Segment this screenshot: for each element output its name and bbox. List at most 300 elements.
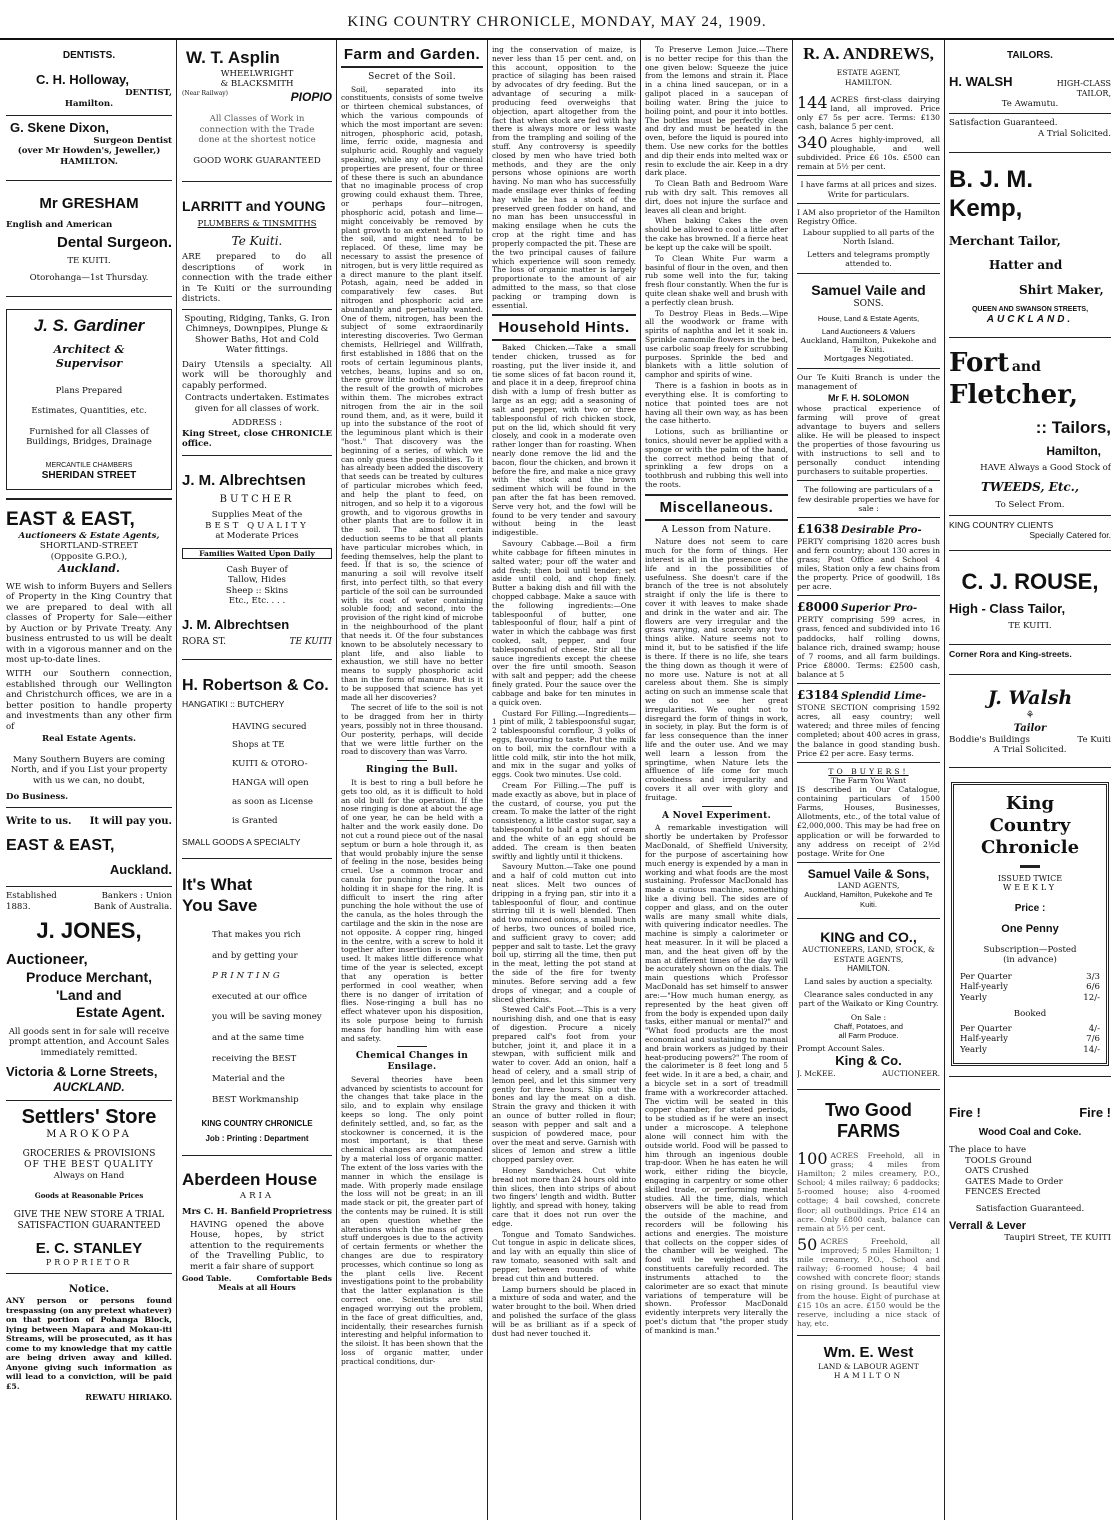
advert-line (949, 74, 1111, 99)
advert-line: Shops at TE (232, 740, 285, 751)
advert-line: 50 (797, 1234, 818, 1254)
article-paragraph: Honey Sandwiches. Cut white bread not more than 24 hours old into thin slices, then into strips of about two fingers' length and width. Butter lightly, and spread with honey, taking care that it does not run over the edge. (492, 1165, 636, 1228)
advert-name: Aberdeen House (182, 1170, 318, 1190)
advert-line: Mortgages Negotiated. (823, 354, 914, 364)
advert-line: Acres highly-improved, all ploughable, and well subdivided. Price £6 10s. £500 can remain at 5½ per cent. (797, 135, 940, 172)
advert-line: MAROKOPA (46, 1129, 132, 1141)
advert-line: TOOLS Ground (965, 1155, 1032, 1166)
advert-line: is Granted (232, 816, 278, 827)
advert-line: SHORTLAND-STREET (39, 541, 139, 552)
advert-line: Etc., Etc. . . . (228, 596, 286, 607)
advert-line: J. McKEE. (797, 1068, 836, 1078)
advert-line: Dental Surgeon. (56, 234, 172, 252)
advert-line: PLUMBERS & TINSMITHS (197, 219, 317, 230)
advert-line: Satisfaction Guaranteed. (975, 1203, 1085, 1214)
advert-line: Meals at all Hours (218, 1283, 296, 1293)
advert-line: Families Waited Upon Daily (182, 548, 332, 559)
advert-name: H. WALSH (949, 74, 1013, 90)
column-5 (645, 40, 788, 1520)
gresham-advert (6, 181, 172, 297)
vaile-advert (797, 274, 940, 918)
advert-line: receiving the BEST (212, 1053, 297, 1064)
advert-line: :: Tailors, (1035, 417, 1111, 437)
advert-line: £3184 (797, 688, 839, 703)
advert-name: King (1005, 792, 1055, 814)
advert-line: GIVE THE NEW STORE A TRIAL (13, 1210, 165, 1221)
advert-line: Material and the (212, 1074, 285, 1085)
advert-body (797, 135, 940, 171)
advert-line: £8000 (797, 600, 839, 615)
rate-value: 6/6 (1086, 982, 1100, 993)
advert-body: WE wish to inform Buyers and Sellers of Property in the King Country that we are prepared to deal with all classes of Property for Sale—either by Auction or by Private Treaty. Any business entrusted to us will be dealt with in a vigorous manner and on the most up-to-date lines. (6, 581, 172, 665)
advert-body: PERTY comprising 599 acres, in grass, fenced and subdivided into 16 paddocks, half rolling downs, balance rich, drained swamp; house of 7 rooms, and all farm buildings. Price £8000. Terms: £2500 cash, balance at 5 (797, 615, 940, 680)
rates-table (960, 972, 1100, 1003)
article-subtitle: Chemical Changes in Ensilage. (355, 1051, 469, 1073)
masthead: KING COUNTRY CHRONICLE, MONDAY, MAY 24, 1909. (0, 0, 1114, 40)
advert-line: ARIA (239, 1190, 275, 1201)
advert-line (182, 1274, 332, 1283)
advert-line: That makes you rich (212, 929, 301, 940)
rate-label: Half-yearly (960, 1034, 1008, 1045)
advert-line: Victoria & Lorne Streets, (6, 1064, 158, 1080)
article-subtitle: A Lesson from Nature. (661, 524, 772, 535)
advert-line: at Moderate Prices (215, 531, 299, 542)
advert-line: A Trial Solicited. (1037, 128, 1111, 139)
advert-line: OF THE BEST QUALITY (24, 1160, 154, 1171)
advert-line: HAMILTON. (844, 77, 893, 87)
article-paragraph: To Clean Bath and Bedroom Ware rub with dry salt. This removes all dirt, does not injure the surface and leaves all clean and bright. (645, 179, 788, 215)
advert-line: 'Land and (56, 986, 122, 1003)
advert-line: & BLACKSMITH (220, 79, 294, 90)
advert-line: and at the same time (212, 1033, 304, 1044)
advert-line: Established 1883. (6, 891, 57, 912)
larritt-advert (182, 182, 332, 455)
advert-line (6, 816, 172, 828)
advert-name: J. M. Albrechtsen (182, 616, 290, 632)
advert-body: Labour supplied to all parts of the North Island. (802, 227, 935, 247)
advert-line: Splendid Lime- (841, 691, 927, 703)
advert-line: SMALL GOODS A SPECIALTY (182, 836, 301, 847)
advert-line: BEST Workmanship (212, 1094, 299, 1105)
rate-value: 14/- (1083, 1044, 1100, 1055)
rates-table (960, 1024, 1100, 1055)
west-advert (797, 1336, 940, 1380)
advert-line: Tallow, Hides (228, 575, 286, 586)
advert-line: ACRES Freehold, all in grass; 4 miles from Hamilton; 2 miles creamery, P.O., School; 4 miles railway; 6 paddocks; 5-roomed house; also 4-roomed cottage; 4 bail cowshed, concrete floor; all outbuildings. Price £14 an acre. Only £800 cash, balance can remain at 5½ per cent. (797, 1150, 940, 1233)
article-paragraph: Lotions, such as brilliantine or tonics, should never be applied with a sponge or with the palm of the hand, the correct method being that of sprinkling a few drops on a toothbrush and rubbing this well into the roots. (645, 427, 788, 489)
advert-line: Corner Rora and King-streets. (949, 648, 1072, 659)
advert-line: HAMILTON (833, 1371, 904, 1381)
column-rule (640, 40, 641, 1520)
article-paragraph: Several theories have been advanced by scientists to account for the changes that take place in the silo, and to explain why ensilage keeps so long. The only point definitely settled, and, so far, as the stockowner is concerned, it is the most important, is that these chemical changes are accompanied by a material loss of organic matter. The extent of the loss varies with the manner in which the ensilage is made. With properly made ensilage the loss will not be great; in an ill made stack or pit, the greater part of the contents may be ruined. It is still an open question whether the alterations which the mass of green stuff undergoes is due to the activity of certain ferments or whether the changes are due to respiratory processes, which continue so long as the plant cells live. Recent investigations point to the probability that the latter explanation is the correct one. Scientists are still engaged worrying out the problem, in the face of great difficulties, and, incidentally, their researches furnish interesting and helpful information to the siloist. It has been shown that the loss of organic matter, under practical conditions, dur- (341, 1074, 483, 1366)
advert-line: ACRES first-class dairying land, all improved. Price only £7 5s per acre. Terms: £130 cash, balance 5 per cent. (797, 94, 940, 131)
advert-line: Auckland. (58, 562, 120, 576)
advert-line: SONS. (853, 299, 884, 310)
article-paragraph: Stewed Calf's Foot.—This is a very nourishing dish, and one that is easy of digestion. Procure a nicely prepared calf's foot from your butcher, joint it, and place it in a stewpan, with sufficient milk and water to cover. Add an onion, half a head of celery, and a small strip of lemon peel, and let this simmer very gently for three hours. Slip out the bones and lay the meat on a dish. Strain the gravy and thicken it with an ounce of butter rolled in flour; season with pepper and salt and a suspicion of powdered mace, pour over the meat and serve. Garnish with slices of lemon and strew a little chopped parsley over. (492, 1005, 636, 1165)
dentists-section (6, 40, 172, 181)
advert-line: Produce Merchant, (26, 969, 153, 986)
advert-line: TO BUYERS! (828, 766, 909, 776)
advert-name: FARMS (837, 1121, 900, 1142)
advert-line: Te Kuiti (1077, 734, 1111, 745)
advert-line: Auckland. (109, 861, 172, 877)
article-paragraph: To Clean White Fur warm a basinful of flour in the oven, and then rub some well into the fur, taking fresh flour constantly. When the fur is quite clean shake well and brush with a perfectly clean brush. (645, 253, 788, 307)
article-title: Household Hints. (492, 314, 636, 341)
advert-line: Write to us. (6, 815, 72, 827)
advert-line: To Select From. (995, 500, 1065, 511)
advert-line: 144 (797, 92, 828, 112)
ornament-icon: ⚘ (1025, 710, 1035, 722)
advert-line: (Opposite G.P.O.), (50, 551, 128, 562)
advert-line: Architect & (53, 343, 125, 357)
rate-value: 3/3 (1086, 971, 1100, 982)
article-paragraph: It is best to ring a bull before he gets too old, as it is difficult to hold an old bull for the operation. If the nose ringing is done at about the age of one year, he can be held with a halter and the work easily done. Do not cut a round piece out of the nasal septum or burn a hole through it, as that would probably injure the sense of feeling in the nose, besides being cruel. Use a common trocar and canula for punching the hole, and holding it in shape for the ring. It is difficult to insert the ring after punching the hole without the use of the canula, as the holes through the cartilage and the skin in the nose are not opposite. A copper ring, hinged in the centre, with a screw to hold it together after insertion is commonly used. It makes little difference what time of the year is selected, except that any operation is better performed in cool weather, when there is no danger of irritation of flies. Nose-ringing a bull has no effect whatever upon his disposition, its sole purpose being to furnish means for handling him with ease and safety. (341, 778, 483, 1043)
advert-name: R. A. ANDREWS, (803, 44, 934, 63)
advert-name: J. Walsh (987, 687, 1073, 710)
article-paragraph: Tongue and Tomato Sandwiches. Cut tongue in aspic in delicate slices, and lay with an equally thin slice of raw tomato, seasoned with salt and pepper, between rounds of white bread cut thin and buttered. (492, 1229, 636, 1283)
article-title: Farm and Garden. (341, 46, 483, 68)
advert-name: Samuel Vaile & Sons, (807, 866, 930, 881)
article-paragraph: A remarkable investigation will shortly be undertaken by Professor MacDonald, of Sheffield University, for the purpose of ascertaining how much energy is expended by a man in working and what foods are the most sustaining. Professor MacDonald has made a curious machine, something like a diving bell. The sides are of copper and glass, and on the outer walls are many small white dials, with quivering indicator needles. The machine is simply a calorimeter or heat measurer. In it will be placed a man, and the heat given off by the man at different times of the day will be accurately shown on the dials. The main questions which Professor MacDonald has set himself to answer are:—"How much human energy, as represented by the heat given off from the body is expended upon daily tasks, either manual or mental?" and "What food products are the most economical and sustaining to manual and brain workers as judged by their heat-producing powers?" The room of the calorimeter is 8 feet long and 5 feet wide. In it are a bed, a chair, and a bicycle set in a sort of treadmill frame with a workrecorder attached. The victim will be seated in this copper chamber, for stated periods, to be studied as if he were an insect under a microscope. A telephone alone will connect him with the outside world. Food will be passed to him through an ingenious double trap-door. When he has eaten he will work, either riding the bicycle, engaging in carpentry or some other skilled trade, or performing mental studies. All the time, dials, which observers will be able to read from the outside of the machine, and recorders will be following his actions and energies. The moisture that collects on the copper sides of the chamber will be weighed. The food will be weighed and its constituents carefully recorded. The instruments attached to the calorimeter are so exact that minute variations of temperature will be shown. Professor MacDonald evidently interprets very literally the poet's dictum that "the proper study of mankind is man." (645, 823, 788, 1335)
column-rule (792, 40, 793, 1520)
advert-line: Comfortable Beds (256, 1274, 332, 1284)
advert-line: TE KUITI (289, 636, 332, 647)
advert-body: Dairy Utensils a specialty. All work will be thoroughly and capably performed. (182, 359, 332, 391)
advert-line: Merchant Tailor, (949, 233, 1061, 248)
advert-line: Desirable Pro- (841, 524, 922, 536)
advert-body: I AM also proprietor of the Hamilton Registry Office. (797, 207, 940, 226)
advert-name: J. JONES, (36, 918, 142, 944)
article-paragraph: Lamp burners should be placed in a mixture of soda and water, and the water brought to the boil. When dried and polished the surface of the glass will be as brilliant as if a speck of dust had never touched it. (492, 1284, 636, 1338)
advert-line: Clearance sales conducted in any part of the Waikato or King Country. (798, 990, 939, 1009)
advert-line: Estimates, Quantities, etc. (31, 406, 147, 417)
advert-body: ANY person or persons found trespassing (on any pretext whatever) on that portion of Pohanga Block, lying between Mapara and Mokau-iti Streams, will be prosecuted, as it has come to my knowledge that my cattle are being driven away and killed. Anyone giving such information as will lead to a conviction, will be paid £5. (6, 1296, 172, 1391)
rate-value: 4/- (1088, 1023, 1100, 1034)
column-6 (797, 40, 940, 1520)
advert-line: GOOD WORK GUARANTEED (193, 155, 321, 166)
advert-name: King & Co. (835, 1052, 902, 1068)
advert-body: Our Te Kuiti Branch is under the management of (797, 372, 940, 391)
advert-line: WHEELWRIGHT (220, 68, 294, 79)
advert-line: Auckland, Hamilton, Pukekohe and Te Kuiti. (804, 890, 933, 909)
advert-name: H. Robertson & Co. (182, 676, 329, 694)
advert-line (797, 1069, 940, 1078)
tailors-section (949, 40, 1111, 153)
column-rule (176, 40, 177, 1520)
advert-line: Hamilton. (64, 98, 114, 109)
advert-line: ESTATE AGENT, (836, 68, 901, 78)
advert-line: you will be saving money (212, 1012, 322, 1023)
advert-line: HANGATIKI :: BUTCHERY (182, 699, 285, 710)
advert-line: Land Auctioneers & Valuers (821, 327, 916, 337)
advert-line: HAMILTON. (847, 963, 890, 973)
advert-line: Satisfaction Guaranteed. (949, 118, 1058, 129)
advert-line: Supervisor (55, 356, 123, 370)
advert-line: AUCKLAND. (986, 314, 1074, 326)
advert-name: Wm. E. West (823, 1343, 914, 1361)
advert-line: all Farm Produce. (838, 1030, 899, 1040)
advert-line: Te Kuiti. (231, 233, 283, 248)
column-4 (492, 40, 636, 1520)
advert-line: SHERIDAN STREET (41, 470, 137, 482)
rate-value: 12/- (1083, 992, 1100, 1003)
robertson-advert (182, 660, 332, 860)
rate-label: Yearly (960, 992, 987, 1003)
article-paragraph: Baked Chicken.—Take a small tender chicken, trussed as for roasting, put the liver inside it, and tie some slices of fat bacon round it, and place it in a deep, fireproof china dish with a lump of fresh butter as large as an egg; add a seasoning of salt and pepper, with two or three tablespoonsful of rich chicken stock, put on the lid, which should fit very closely, and cook in a moderate oven rather longer than for roasting. When nearly done remove the lid and the bacon, flour the chicken, and brown it before the fire, and make a nice gravy with the stock and the brown sediment which will be found in the pan after the fat has been removed. Serve very hot, and the fowl will be found to be very tender and savoury without being in the least indigestible. (492, 343, 636, 538)
article-paragraph: ing the conservation of maize, is never less than 15 per cent. and, on this account, opposition to the practice of silaging has been raised by advocates of dry feeding. But the advantage of securing a milk-producing feed overweighs that objection, apart altogether from the fact that when stock are fed with hay there is always more or less waste from the trampling and soiling of the stuff. Any controversy is speedily closed by men who have tried both methods, and they are the only persons whose opinions are worth having. No man who has successfully made ensilage ever thinks of feeding hay while he has a stock of the preserved green fodder on hand, and no man has been unsuccessful in making ensilage when he cuts the crop at the right time and has properly compacted the pit. These are the two principal causes of failure which experience will soon remedy. The loss of organic matter is largely proportionate to the amount of air admitted to the mass, so that close packing or tramping down is essential. (492, 45, 636, 310)
advert-line: Real Estate Agents. (42, 734, 136, 745)
column-1 (6, 40, 172, 1520)
advert-line: TE KUITI. (1008, 621, 1052, 632)
advert-body: Many Southern Buyers are coming North, and if you List your property with us we can, no doubt, (10, 754, 168, 786)
article-paragraph: The secret of life to the soil is not to be dragged from her in thirty years, possibly not in three thousand. Our posterity, perhaps, will decide that we were little further on the road to discovery than was Varro. (341, 703, 483, 757)
advert-line: Supplies Meat of the (211, 510, 303, 521)
kemp-advert (949, 153, 1111, 338)
advert-line: Goods at Reasonable Prices (34, 1190, 144, 1200)
advert-name: Fletcher, (949, 379, 1079, 410)
article-paragraph: To Destroy Fleas in Beds.—Wipe all the woodwork or frame with spirits of naphtha and let it soak in. Sprinkle camomile flowers in the bed, use carbolic soap freely for scrubbing purposes. Sprinkle the bed and blankets with a little solution of camphor and spirits of wine. (645, 308, 788, 380)
advert-line: Bankers : Union Bank of Australia. (93, 891, 172, 912)
property-listing (797, 600, 940, 679)
column-2 (182, 40, 332, 1520)
advert-line: ACRES Freehold, all improved; 5 miles Hamilton; 1 mile creamery, P.O., School and railway; 6-roomed house; 4 bail cowshed with concrete floor; stands on rising ground. Is beautiful view from the house. Eight of purchase at £15 10s an acre. £150 would be the reserve, including a nice stack of hay, etc. (797, 1236, 940, 1328)
advert-line: £1638 (797, 521, 839, 536)
advert-line: PROPRIETOR (45, 1258, 133, 1268)
advert-line: LAND AGENTS, (837, 881, 900, 891)
advert-line: One Penny (1001, 923, 1059, 936)
advert-body: Spouting, Ridging, Tanks, G. Iron Chimneys, Downpipes, Plunge & Shower Baths, Hot and Cold Water fittings. (184, 313, 330, 356)
advert-line: Auctioneers & Estate Agents, (18, 530, 160, 541)
advert-line: Wood Coal and Coke. (978, 1126, 1082, 1138)
advert-line (182, 1207, 332, 1217)
advert-line: MERCANTILE CHAMBERS (45, 461, 133, 469)
article-paragraph: Savoury Cabbage.—Boil a firm white cabbage for fifteen minutes in salted water; pour off the water and add fresh; then boil until tender; set aside until cold, and chop finely. Butter a baking dish and fill with the chopped cabbage. Make a sauce with the following ingredients:—One tablespoonful of butter, one tablespoonful of flour, half a pint of water in which the cabbage was first cooked, salt, pepper, and four tablespoonsful of cheese. Stir all the sauce ingredients except the cheese over the fire until smooth. Season with salt and pepper; add the cheese finely grated. Pour the sauce over the cabbage and bake for ten minutes in a quick oven. (492, 539, 636, 707)
advert-line: Land sales by auction a specialty. (804, 977, 933, 987)
advert-name: Two Good (825, 1099, 912, 1120)
advert-line (949, 735, 1111, 745)
advert-line: DENTIST, (125, 88, 172, 99)
advert-line: ADDRESS : (232, 418, 282, 429)
advert-line: HAVE Always a Good Stock of (980, 463, 1111, 474)
advert-line: WEEKLY (1003, 883, 1057, 893)
advert-line: HAVING secured (232, 721, 307, 732)
advert-body: PERTY comprising 1820 acres bush and fern country; about 130 acres in grass; Post Office and School 4 miles, Station only a few chains from the property. Price of goodwill, 18s per acre. (797, 536, 940, 592)
advert-body: Contracts undertaken. Estimates given for all classes of work. (184, 393, 330, 414)
advert-line: executed at our office (212, 991, 307, 1002)
advert-name: You Save (182, 896, 258, 916)
fort-advert (949, 338, 1111, 550)
advert-line (949, 1105, 1111, 1121)
column-7 (949, 40, 1111, 1520)
advert-line: Auctioneer, (6, 951, 88, 969)
advert-line: Boddie's Buildings (949, 734, 1030, 745)
advert-name: LARRITT and YOUNG (182, 198, 326, 215)
advert-name: KING and CO., (820, 928, 917, 945)
advert-line: Hamilton, (1046, 444, 1101, 459)
advert-line: 340 (797, 133, 828, 153)
advert-name: W. T. Asplin (186, 48, 280, 67)
advert-line: OATS Crushed (965, 1166, 1029, 1177)
advert-line: Good Table. (182, 1274, 232, 1284)
article-paragraph: When baking Cakes the oven should be allowed to cool a little after the cake has browned. If a fierce heat be kept up the cake will be spoilt. (645, 216, 788, 252)
rate-label: Per Quarter (960, 971, 1012, 982)
advert-line: Te Awamutu. (1001, 98, 1059, 109)
advert-line: On Sale : (850, 1012, 887, 1022)
advert-line: GROCERIES & PROVISIONS (22, 1149, 156, 1160)
advert-line (6, 891, 172, 912)
advert-line: Price : (1014, 903, 1046, 915)
advert-line: High - Class Tailor, (949, 601, 1066, 617)
settlers-advert (6, 1101, 172, 1275)
advert-line: AUCTIONEERS, LAND, STOCK, & ESTATE AGENTS, (802, 945, 935, 964)
advert-line: (in advance) (1003, 955, 1057, 966)
advert-line: Proprietress (272, 1207, 332, 1218)
advert-line: Prompt Account Sales. (797, 1043, 885, 1053)
section-heading: TAILORS. (1007, 50, 1053, 61)
advert-line: TWEEDS, Etc., (980, 479, 1080, 494)
gardiner-advert (6, 309, 172, 489)
advert-line: AUCTIONEER. (882, 1068, 940, 1078)
advert-line (182, 90, 332, 105)
notice-advert (6, 1274, 172, 1403)
advert-body: IS described in Our Catalogue, containing particulars of 1500 Farms, Houses, Businesses, Allotments, etc., of the total value of £2,000,000. This may be had free on application or will be forwarded to any address on receipt of 2½d postage. Write for One (797, 785, 940, 858)
advert-name: J. M. Albrechtsen (182, 471, 306, 489)
advert-line: Specially Catered for. (1029, 530, 1111, 541)
advert-name: Fort (949, 348, 1010, 379)
advert-line: KING COUNTRY CLIENTS (949, 519, 1054, 530)
rate-value: 7/6 (1086, 1034, 1100, 1045)
advert-line: as soon as License (232, 797, 313, 808)
advert-line: FENCES Erected (965, 1187, 1041, 1198)
advert-line (949, 348, 1111, 380)
advert-line: Always on Hand (53, 1171, 125, 1182)
advert-line: Shirt Maker, (1019, 282, 1104, 297)
advert-line: LAND & LABOUR AGENT (818, 1361, 919, 1371)
rate-label: Per Quarter (960, 1023, 1012, 1034)
column-rule (336, 40, 337, 1520)
advert-body: STONE SECTION comprising 1592 acres, all easy country; well watered; and three miles of fencing completed; about 400 acres in grass, the balance in good standing bush. Price £2 per acre. Easy terms. (797, 703, 940, 758)
advert-line: Cash Buyer of (226, 564, 288, 575)
advert-line: ISSUED TWICE (997, 873, 1063, 883)
advert-line: and by getting your (212, 950, 298, 961)
albrechtsen-advert (182, 456, 332, 660)
advert-line: Mrs C. H. Banfield (182, 1207, 271, 1218)
article-paragraph: To Preserve Lemon Juice.—There is no better recipe for this than the one given below: Squeeze the juice from the lemons and strain it. Place in a china lined saucepan, or in a galipot placed in a saucepan of boiling water. Bring the juice to boiling point, and pour it into bottles. The bottles must be perfectly clean and dry and must be heated in the oven, before the liquid is poured into them. Use new corks for the bottles and dip their ends into melted wax or resin to exclude the air. Keep in a dry dark place. (645, 45, 788, 178)
rate-label: Yearly (960, 1044, 987, 1055)
property-listing (797, 688, 940, 758)
fire-advert (949, 1081, 1111, 1244)
advert-body: Letters and telegrams promptly attended to. (807, 250, 930, 269)
advert-line: The Farm You Want (830, 775, 907, 785)
printing-advert (182, 859, 332, 1156)
advert-line: HIGH-CLASS TAILOR, (1056, 79, 1111, 98)
advert-body (212, 925, 332, 1111)
advert-line: (Near Railway) (182, 89, 229, 97)
advert-line: AUCKLAND. (53, 1080, 125, 1095)
advert-name: B. J. M. Kemp, (949, 166, 1034, 223)
advert-line: KUITI & OTORO- (232, 759, 308, 770)
advert-name: Fire ! (1079, 1105, 1111, 1121)
advert-name: G. Skene Dixon, (10, 120, 109, 136)
aberdeen-advert (182, 1156, 332, 1292)
column-3 (341, 40, 483, 1520)
advert-line: Plans Prepared (55, 385, 123, 396)
advert-line: TE KUITI. (67, 256, 111, 267)
advert-line: HANGA will open (232, 778, 309, 789)
advert-line: Otorohanga—1st Thursday. (29, 272, 149, 283)
king-advert (797, 919, 940, 1090)
advert-line: RORA ST. (182, 636, 226, 647)
advert-body: whose practical experience of farming will prove of great advantage to buyers and sellers alike. He will be pleased to inspect the properties of those favouring us with instructions to sell and to personally conduct intending purchasers to suitable properties. (797, 403, 940, 477)
article-subtitle: Secret of the Soil. (368, 71, 456, 82)
advert-name: Verrall & Lever (949, 1220, 1027, 1233)
advert-line: KING COUNTRY CHRONICLE (201, 1118, 313, 1128)
advert-name: Settlers' Store (21, 1105, 157, 1128)
advert-line: Surgeon Dentist (93, 135, 172, 146)
advert-line: PIOPIO (290, 89, 332, 104)
article-paragraph: Custard For Filling.—Ingredients—1 pint of milk, 2 tablespoonsful sugar, 2 tablespoonsful cornflour, 3 yolks of eggs, flavouring to taste. Put the milk on to boil, mix the cornflour with a little cold milk, stir into the hot milk, and mix in the sugar and yolks of eggs. Cook two minutes. Use cold. (492, 708, 636, 780)
advert-line: Estate Agent. (76, 1003, 165, 1020)
farms-advert (797, 1090, 940, 1336)
article-paragraph: Nature does not seem to care much for the form of things. Her interest is all in the presence of the life and in the possibilities of usefulness. She doesn't care if the branch of the tree is not absolutely straight if only the life is there to cover it with leaves to make shade and drink in the water and air. The flowers are very irregular and the grass varying, and scarcely any two things alike. Nature seems not to mind it, but to be satisfied if the life is there. If there is no life, she tears the thing down as though it were of no more use. Nature is not at all careless about them. She is simply acting on such an immense scale that we do not see her great irregularities. We ought not to disregard the form of things in work, in society, in play. But the form is of far less consequence than the inner life and the outer use. And we may well learn a lesson from the springtime, when Nature lets the affluence of life come for much crookedness and irregularity and covers it all over with glory and fruitage. (645, 537, 788, 802)
advert-line: REWATU HIRIAKO. (85, 1392, 172, 1403)
advert-line: Sheep :: Skins (225, 585, 289, 596)
advert-line: GATES Made to Order (965, 1176, 1063, 1187)
jwalsh-advert (949, 675, 1111, 768)
advert-line: BEST QUALITY (205, 520, 309, 531)
advert-line: A Trial Solicited. (993, 745, 1067, 756)
chronicle-subscription-box (951, 782, 1109, 1066)
advert-body: All Classes of Work in connection with the Trade done at the shortest notice (198, 114, 316, 146)
advert-body: All goods sent in for sale will receive prompt attention, and Account Sales immediately remitted. (8, 1026, 170, 1058)
advert-name: It's What (182, 875, 253, 895)
article-paragraph: There is a fashion in boots as in everything else. It is comforting to notice that pointed toes are not having all their own way, as has been the case hitherto. (645, 381, 788, 426)
advert-line: Mr F. H. SOLOMON (828, 392, 909, 403)
advert-body (797, 1148, 940, 1233)
advert-name: EAST & EAST, (6, 837, 115, 854)
advert-line: King Street, close CHRONICLE office. (182, 428, 332, 450)
advert-line: PRINTING (212, 971, 283, 982)
advert-line (182, 637, 332, 648)
article-subtitle: Ringing the Bull. (366, 765, 458, 776)
article-subtitle: A Novel Experiment. (661, 810, 772, 821)
property-listing (797, 522, 940, 592)
advert-line: House, Land & Estate Agents, (817, 313, 920, 323)
article-paragraph: Savoury Mutton.—Take one pound and a half of cold mutton cut into neat slices. Melt two ounces of dripping in a frying pan, stir into it a tablespoonful of flour, and continue stirring till it is well blended. Then add two minced onions, a small bunch of herbs, two ounces of boiled rice, and sufficient gravy to cover; add pepper and salt to taste. Let the gravy boil up, stirring all the time, then put in the meat, letting the pot stand at the side of the fire for twenty minutes. Before serving add a few drops of vinegar, and a couple of sliced gherkins. (492, 862, 636, 1004)
advert-line: Superior Pro- (841, 603, 918, 615)
advert-body: I have farms at all prices and sizes. Write for particulars. (800, 180, 937, 199)
advert-body (232, 718, 332, 831)
advert-line: BUTCHER (219, 493, 295, 505)
advert-name: Chronicle (980, 836, 1080, 858)
advert-line: Job : Printing : Department (205, 1134, 309, 1144)
advert-body: The following are particulars of a few desirable properties we have for sale : (797, 485, 940, 513)
advert-name: EAST & EAST, (6, 508, 135, 530)
advert-name: Samuel Vaile and (811, 282, 926, 299)
advert-line: SATISFACTION GUARANTEED (17, 1221, 161, 1232)
advert-body: ARE prepared to do all descriptions of work in connection with the trade either in Te Kuiti or the surrounding districts. (182, 252, 332, 305)
article-title: Miscellaneous. (645, 494, 788, 521)
advert-line: Hatter and (989, 258, 1063, 273)
advert-name: E. C. STANLEY (35, 1240, 143, 1258)
advert-name: Country (989, 814, 1071, 836)
advert-line: Furnished for all Classes of Buildings, Bridges, Drainage (26, 426, 152, 448)
rouse-advert (949, 551, 1111, 676)
article-paragraph: Soil, separated into its constituents, consists of some twelve or thirteen chemical substances, of which the various compounds of which the most important are seven: nitrogen, phosphoric acid, potash, lime, ferric oxide, magnesia and sulphuric acid. Roughly and vaguely speaking, while any of the chemical properties are present, four or three of these there is such an abundance that no imaginable process of crop growing could exhaust them. Three, or perhaps four—nitrogen, phosphoric acid, potash and lime—might conceivably be removed by plant growth to an extent harmful to the soil, and might need to be replaced. Of these, lime may be necessary to assist the presence of nitrogen, but is very little required as a direct manure to the plant itself. Potash, again, need be added in comparatively few cases. But nitrogen and phosphoric acid are abundantly and perpetually wanted. One of them, nitrogen, has been the subject of some extraordinarily interesting discoveries. Two German chemists, Hellriegel and Willfrath, first established in 1886 that on the roots of certain leguminous plants, vetches, beans, lupins and so on, there grow little nodules, which are the result of the growth of microbes within them. The microbes extract nitrogen from the air in the soil round them, and, as it were, build it up into the substance of the root of the leguminous plant which is their "host." That discovery was the beginning of a series, of which we can only guess the possibilities. To it has already been added the discovery that seeds can be treated by cultures of particular microbes which feed, and help the plant to feed, on nitrogen, and so help it to a vigorous growth, and to vigorous growths in other plants that are to follow it in the soil. The almost certain deduction seems to be that all plants have particular microbes which, in feeding themselves, help the plant to feed. If that is so, the science of manuring a soil will revolve itself first, into perfect tilth, so that every particle of the soil can be surrounded with its coat of water containing soluble food; and second, into the provision of the right kind of microbe in the neighbourhood of the plant that needs it. Of the four substances known to be absolutely necessary to plant life, and also liable to exhaustion, we still have no better means to supply phosphoric acid than in the form of manure. But is it to be supposed that science has yet made all her discoveries? (341, 84, 483, 702)
advert-line: It will pay you. (89, 815, 172, 827)
advert-line: Subscription—Posted (983, 944, 1077, 955)
jones-advert (6, 887, 172, 1100)
